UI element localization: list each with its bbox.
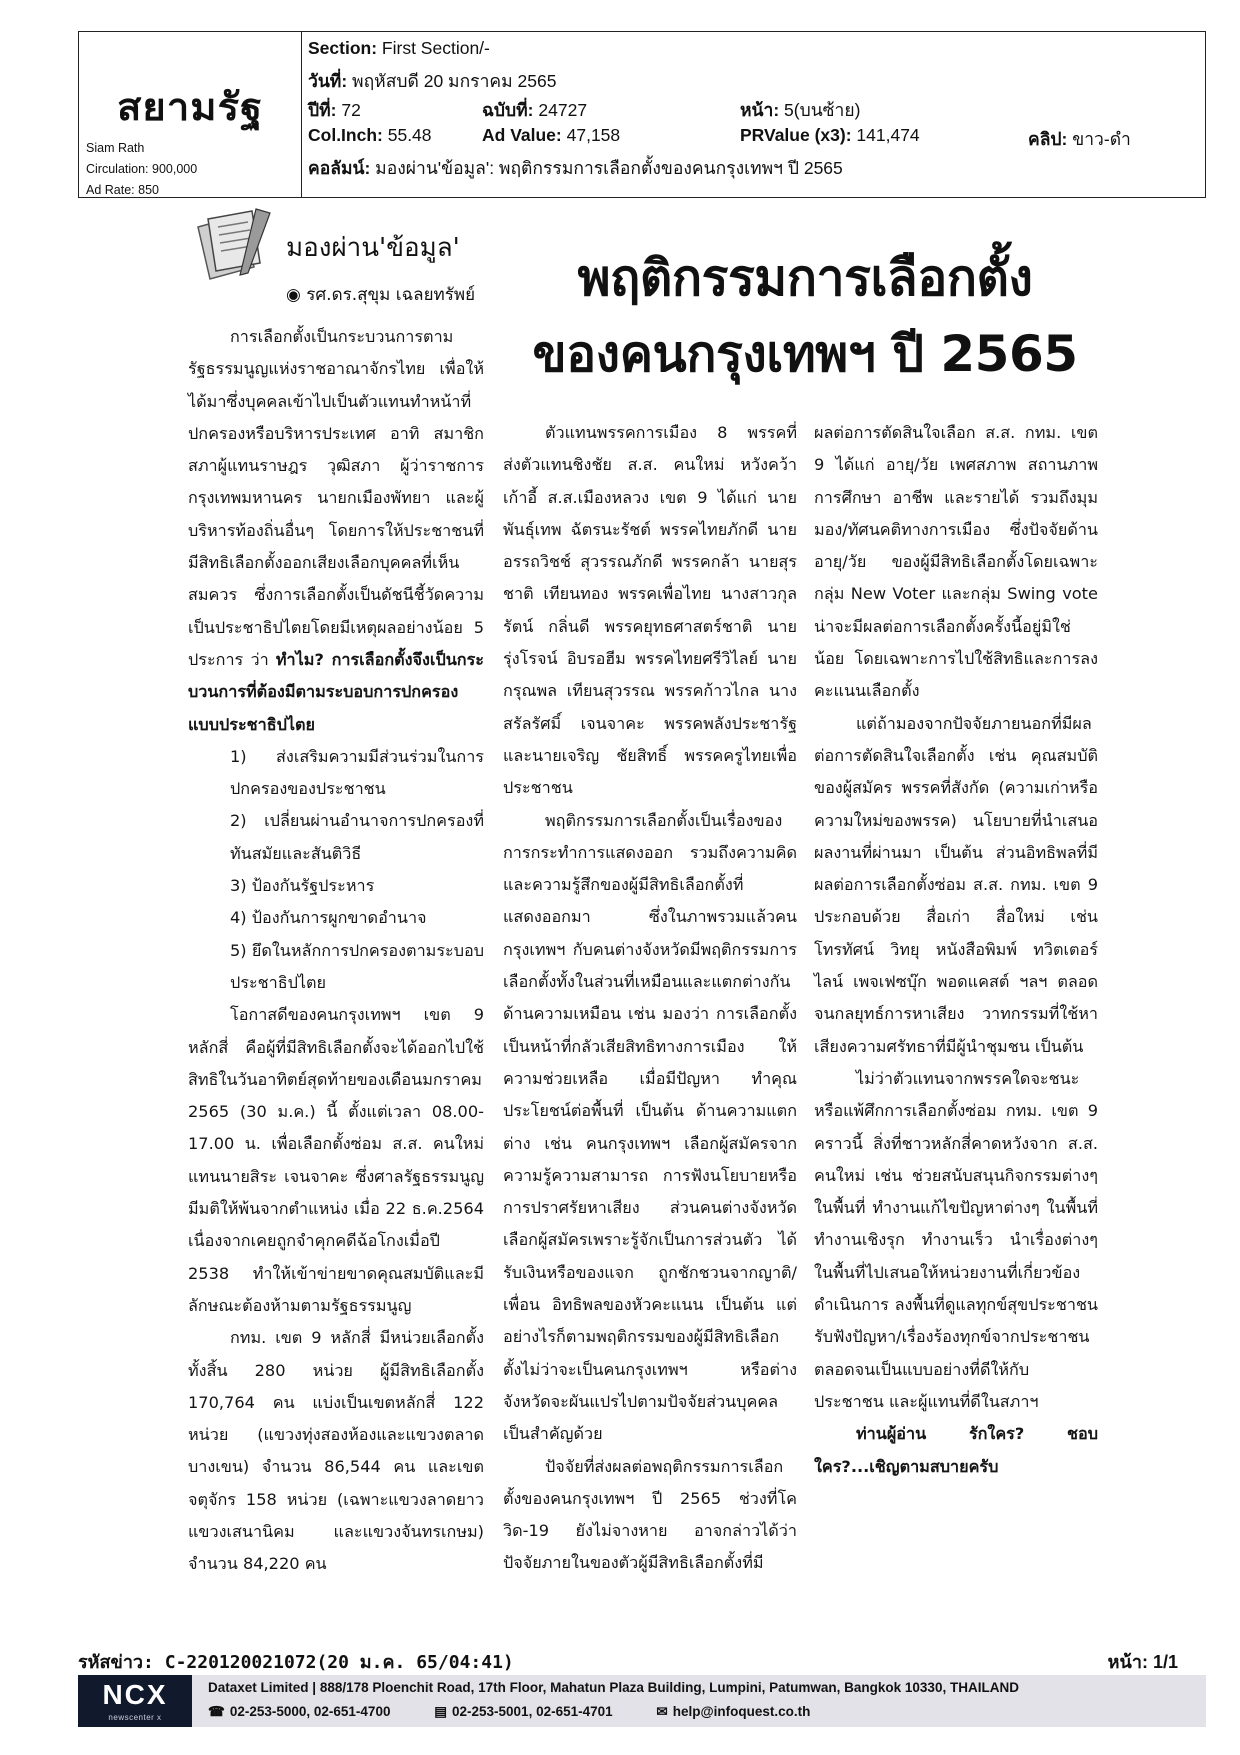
page-number: หน้า: 1/1: [1107, 1652, 1178, 1672]
paragraph: แต่ถ้ามองจากปัจจัยภายนอกที่มีผลต่อการตัดสินใจเลือกตั้ง เช่น คุณสมบัติของผู้สมัคร พรรคที่สังกัด (ความเก่าหรือความใหม่ของพรรค) นโยบายที่นำเสนอผลงานที่ผ่านมา เป็นต้น ส่วนอิทธิพลที่มีผลต่อการเลือกตั้งซ่อม ส.ส. กทม. เขต 9 ประกอบด้วย สื่อเก่า สื่อใหม่ เช่น โทรทัศน์ วิทยุ หนังสือพิมพ์ ทวิตเตอร์ ไลน์ เพจเฟซบุ๊ก พอดแคสต์ ฯลฯ ตลอดจนกลยุทธ์การหาเสียง วาทกรรมที่ใช้หาเสียงความศรัทธาที่มีผู้นำชุมชน เป็นต้น: [814, 713, 1098, 1056]
list-item: 5) ยึดในหลักการปกครองตามระบอบประชาธิปไตย: [230, 940, 484, 992]
headline: [505, 240, 1105, 392]
publication-name-en: Siam Rath: [86, 141, 145, 155]
eye-icon: ◉: [286, 285, 301, 305]
list-item: 4) ป้องกันการผูกขาดอำนาจ: [230, 908, 427, 928]
publication-logo: สยามรัฐ: [117, 85, 264, 129]
phone-icon: ☎: [208, 1704, 225, 1719]
date-row: วันที่: พฤหัสบดี 20 มกราคม 2565: [308, 71, 557, 91]
phone-number: 02-253-5000, 02-651-4700: [229, 1704, 391, 1719]
fax-number: 02-253-5001, 02-651-4701: [452, 1704, 613, 1719]
author-byline: ◉ รศ.ดร.สุขุม เฉลยทรัพย์: [286, 285, 476, 305]
email-icon: ✉: [656, 1704, 668, 1719]
ad-rate: Ad Rate: 850: [86, 183, 159, 197]
section-row: Section: First Section/-: [308, 38, 490, 58]
paragraph: ปัจจัยที่ส่งผลต่อพฤติกรรมการเลือกตั้งของคนกรุงเทพฯ ปี 2565 ช่วงที่โควิด-19 ยังไม่จางหาย อาจกล่าวได้ว่า ปัจจัยภายในของตัวผู้มีสิทธิเลือกตั้งที่มี: [503, 1456, 797, 1573]
clipping-meta: Section: First Section/- วันที่: พฤหัสบดี 20 มกราคม 2565 ปีที่: 72 ฉบับที่: 24727 หน้า: 5(บนซ้าย) Col.Inch: 55.48 Ad Value: 47,158 PRValue (x3): 141,474 คลิป: ขาว-ดำ คอลัมน์: มองผ่าน'ข้อมูล': พฤติกรรมการเลือกตั้งของคนกรุงเทพฯ ปี 2565: [308, 32, 1205, 197]
publication-meta: [86, 138, 197, 201]
paragraph: ผลต่อการตัดสินใจเลือก ส.ส. กทม. เขต 9 ได้แก่ อายุ/วัย เพศสภาพ สถานภาพ การศึกษา อาชีพ และรายได้ รวมถึงมุมมอง/ทัศนคติทางการเมือง ซึ่งปัจจัยด้านอายุ/วัย ของผู้มีสิทธิเลือกตั้งโดยเฉพาะกลุ่ม New Voter และกลุ่ม Swing vote น่าจะมีผลต่อการเลือกตั้งครั้งนี้อยู่มิใช่น้อย โดยเฉพาะการไปใช้สิทธิและการลงคะแนนเลือกตั้ง: [814, 423, 1098, 701]
closing-line: ท่านผู้อ่าน รักใคร? ชอบใคร?...เชิญตามสบายครับ: [814, 1424, 1098, 1476]
column-name: มองผ่าน'ข้อมูล': [286, 233, 460, 263]
column-row: คอลัมน์: มองผ่าน'ข้อมูล': พฤติกรรมการเลือกตั้งของคนกรุงเทพฯ ปี 2565: [308, 158, 843, 178]
publication-panel: [79, 32, 302, 197]
company-address: Dataxet Limited | 888/178 Ploenchit Road, 17th Floor, Mahatun Plaza Building, Lumpini, Patumwan, Bangkok 10330, THAILAND: [208, 1680, 1019, 1695]
paragraph: กทม. เขต 9 หลักสี่ มีหน่วยเลือกตั้งทั้งสิ้น 280 หน่วย ผู้มีสิทธิเลือกตั้ง 170,764 คน แบ่งเป็นเขตหลักสี่ 122 หน่วย (แขวงทุ่งสองห้องและแขวงตลาดบางเขน) จำนวน 86,544 คน และเขตจตุจักร 158 หน่วย (เฉพาะแขวงลาดยาว แขวงเสนานิคม และแขวงจันทรเกษม) จำนวน 84,220 คน: [188, 1328, 484, 1574]
list-item: 1) ส่งเสริมความมีส่วนร่วมในการปกครองของประชาชน: [230, 746, 484, 799]
paragraph: พฤติกรรมการเลือกตั้งเป็นเรื่องของการกระทำการแสดงออก รวมถึงความคิด และความรู้สึกของผู้มีสิทธิเลือกตั้งที่แสดงออกมา ซึ่งในภาพรวมแล้วคนกรุงเทพฯ กับคนต่างจังหวัดมีพฤติกรรมการเลือกตั้งทั้งในส่วนที่เหมือนและแตกต่างกันด้านความเหมือน เช่น มองว่า การเลือกตั้งเป็นหน้าที่กลัวเสียสิทธิทางการเมือง ให้ความช่วยเหลือ เมื่อมีปัญหา ทำคุณประโยชน์ต่อพื้นที่ เป็นต้น ด้านความแตกต่าง เช่น คนกรุงเทพฯ เลือกผู้สมัครจากความรู้ความสามารถ การฟังนโยบายหรือการปราศรัยหาเสียง ส่วนคนต่างจังหวัดเลือกผู้สมัครเพราะรู้จักเป็นการส่วนตัว ได้รับเงินหรือของแจก ถูกชักชวนจากญาติ/เพื่อน อิทธิพลของหัวคะแนน เป็นต้น แต่อย่างไรก็ตามพฤติกรรมของผู้มีสิทธิเลือกตั้งไม่ว่าจะเป็นคนกรุงเทพฯ หรือต่างจังหวัดจะผันแปรไปตามปัจจัยส่วนบุคคลเป็นสำคัญด้วย: [503, 810, 797, 1444]
headline-line-2: ของคนกรุงเทพฯ ปี 2565: [532, 325, 1078, 383]
clipping-header: [78, 31, 1206, 198]
footer-bar: [78, 1675, 1206, 1727]
ncx-logo: NCX newscenter x: [78, 1675, 192, 1727]
list-item: 3) ป้องกันรัฐประหาร: [230, 876, 375, 896]
paragraph: ไม่ว่าตัวแทนจากพรรคใดจะชนะหรือแพ้ศึกการเลือกตั้งซ่อม กทม. เขต 9 คราวนี้ สิ่งที่ชาวหลักสี่คาดหวังจาก ส.ส. คนใหม่ เช่น ช่วยสนับสนุนกิจกรรมต่างๆ ในพื้นที่ ทำงานแก้ไขปัญหาต่างๆ ในพื้นที่ ทำงานเชิงรุก ทำงานเร็ว นำเรื่องต่างๆ ในพื้นที่ไปเสนอให้หน่วยงานที่เกี่ยวข้องดำเนินการ ลงพื้นที่ดูแลทุกข์สุขประชาชน รับฟังปัญหา/เรื่องร้องทุกข์จากประชาชน ตลอดจนเป็นแบบอย่างที่ดีให้กับประชาชน และผู้แทนที่ดีในสภาฯ: [814, 1068, 1098, 1411]
news-id: รหัสข่าว: C-220120021072(20 ม.ค. 65/04:41): [78, 1652, 514, 1673]
article-column-3: [814, 417, 1098, 1483]
paragraph: โอกาสดีของคนกรุงเทพฯ เขต 9 หลักสี่ คือผู้ที่มีสิทธิเลือกตั้งจะได้ออกไปใช้สิทธิในวันอาทิตย์สุดท้ายของเดือนมกราคม 2565 (30 ม.ค.) นี้ ตั้งแต่เวลา 08.00-17.00 น. เพื่อเลือกตั้งซ่อม ส.ส. คนใหม่ แทนนายสิระ เจนจาคะ ซึ่งศาลรัฐธรรมนูญมีมติให้พ้นจากตำแหน่ง เมื่อ 22 ธ.ค.2564 เนื่องจากเคยถูกจำคุกคดีฉ้อโกงเมื่อปี 2538 ทำให้เข้าข่ายขาดคุณสมบัติและมีลักษณะต้องห้ามตามรัฐธรรมนูญ: [188, 1005, 484, 1315]
headline-line-1: พฤติกรรมการเลือกตั้ง: [577, 249, 1033, 307]
paragraph: ตัวแทนพรรคการเมือง 8 พรรคที่ส่งตัวแทนชิงชัย ส.ส. คนใหม่ หวังคว้าเก้าอี้ ส.ส.เมืองหลวง เขต 9 ได้แก่ นายพันธุ์เทพ ฉัตรนะรัชต์ พรรคไทยภักดี นายอรรถวิชช์ สุวรรณภักดี พรรคกล้า นายสุรชาติ เทียนทอง พรรคเพื่อไทย นางสาวกุลรัตน์ กลิ่นดี พรรคยุทธศาสตร์ชาติ นายรุ่งโรจน์ อิบรอฮีม พรรคไทยศรีวิไลย์ นายกรุณพล เทียนสุวรรณ พรรคก้าวไกล นางสรัลรัศมิ์ เจนจาคะ พรรคพลังประชารัฐ และนายเจริญ ชัยสิทธิ์ พรรคครูไทยเพื่อประชาชน: [503, 423, 797, 798]
column-logo: [190, 205, 490, 315]
paragraph: การเลือกตั้งเป็นกระบวนการตามรัฐธรรมนูญแห่งราชอาณาจักรไทย เพื่อให้ได้มาซึ่งบุคคลเข้าไปเป็นตัวแทนทำหน้าที่ปกครองหรือบริหารประเทศ อาทิ สมาชิกสภาผู้แทนราษฎร วุฒิสภา ผู้ว่าราชการกรุงเทพมหานคร นายกเมืองพัทยา และผู้บริหารท้องถิ่นอื่นๆ โดยการให้ประชาชนที่มีสิทธิเลือกตั้งออกเสียงเลือกบุคคลที่เห็นสมควร ซึ่งการเลือกตั้งเป็นดัชนีชี้วัดความเป็นประชาธิปไตยโดยมีเหตุผลอย่างน้อย 5 ประการ ว่า ทำไม? การเลือกตั้งจึงเป็นกระบวนการที่ต้องมีตามระบอบการปกครองแบบประชาธิปไตย: [188, 327, 484, 734]
contact-info: [208, 1704, 810, 1720]
email-address[interactable]: help@infoquest.co.th: [672, 1704, 811, 1719]
fax-icon: ▤: [434, 1704, 447, 1719]
list-item: 2) เปลี่ยนผ่านอำนาจการปกครองที่ทันสมัยและสันติวิธี: [230, 811, 484, 863]
documents-icon: [190, 205, 280, 285]
circulation: Circulation: 900,000: [86, 162, 198, 176]
article-column-1: [188, 321, 484, 1581]
article-column-2: [503, 417, 797, 1580]
